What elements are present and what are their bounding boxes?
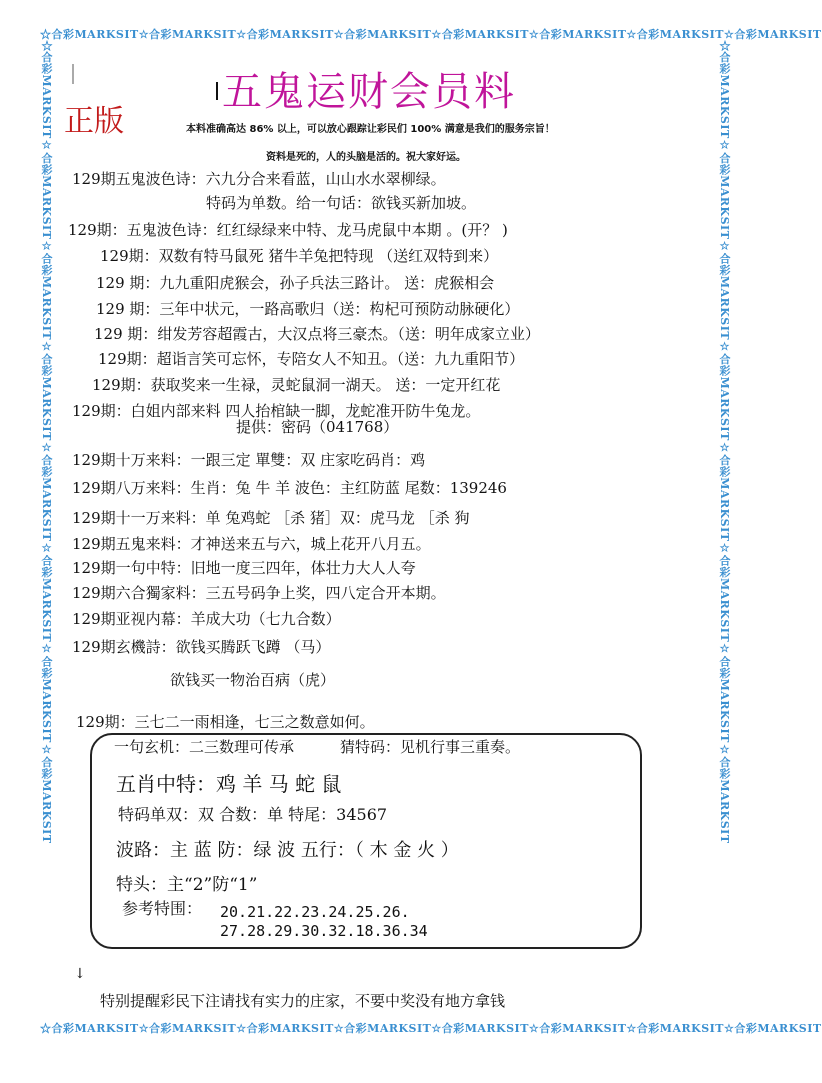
box-five-zodiac: 五肖中特：鸡 羊 马 蛇 鼠	[116, 772, 342, 796]
watermark-border-left: ☆合彩MARKSIT☆合彩MARKSIT☆合彩MARKSIT☆合彩MARKSIT☆合彩MARKSIT☆合彩MARKSIT☆合彩MARKSIT☆合彩MARKSIT	[40, 40, 53, 844]
line-21: 129期：三七二一雨相逢，七三之数意如何。	[76, 713, 375, 731]
line-8: 129期：超诣言笑可忘怀，专陪女人不知丑。（送：九九重阳节）	[98, 350, 525, 368]
line-5: 129 期：九九重阳虎猴会，孙子兵法三路计。 送：虎猴相会	[96, 274, 495, 292]
box-guess-code: 猜特码：见机行事三重奏。	[340, 738, 521, 756]
line-17: 129期六合獨家料：三五号码争上奖，四八定合开本期。	[72, 584, 446, 602]
box-odd-even: 特码单双：双 合数：单 特尾：34567	[118, 805, 388, 824]
line-19: 129期玄機詩：欲钱买腾跃飞蹲 （马）	[72, 638, 331, 656]
corner-mark	[72, 64, 74, 84]
line-13: 129期八万来料：生肖：兔 牛 羊 波色：主红防蓝 尾数：139246	[72, 479, 507, 497]
line-4: 129期：双数有特马鼠死 猪牛羊兔把特现 （送红双特到来）	[100, 247, 499, 265]
box-mystery-line: 一句玄机：二三数理可传承	[114, 738, 295, 756]
line-18: 129期亚视内幕：羊成大功（七九合数）	[72, 610, 341, 628]
watermark-border-right: ☆合彩MARKSIT☆合彩MARKSIT☆合彩MARKSIT☆合彩MARKSIT☆合彩MARKSIT☆合彩MARKSIT☆合彩MARKSIT☆合彩MARKSIT	[718, 40, 731, 844]
line-6: 129 期：三年中状元，一路高歌归（送：构杞可预防动脉硬化）	[96, 300, 520, 318]
line-16: 129期一句中特：旧地一度三四年，体壮力大人人夸	[72, 559, 416, 577]
down-arrow-icon: ↓	[74, 966, 86, 982]
line-3: 129期：五鬼波色诗：红红绿绿来中特、龙马虎鼠中本期 。(开？ )	[68, 221, 508, 239]
line-12: 129期十万来料：一跟三定 單雙：双 庄家吃码肖：鸡	[72, 451, 426, 469]
line-9: 129期：获取奖来一生禄，灵蛇鼠洞一湖天。 送：一定开红花	[92, 376, 501, 394]
box-special-head: 特头：主“2”防“1”	[116, 875, 258, 895]
page-title: 五鬼运财会员料	[222, 69, 516, 115]
line-7: 129 期：绀发芳容超霞古，大汉点将三豪杰。（送：明年成家立业）	[94, 325, 540, 343]
line-10: 129期：白姐内部来料 四人抬棺缺一脚，龙蛇准开防牛兔龙。	[72, 402, 481, 420]
line-15: 129期五鬼来料：才神送来五与六，城上花开八月五。	[72, 535, 431, 553]
title-cursor	[216, 82, 218, 100]
box-reference-numbers-1: 20.21.22.23.24.25.26.	[220, 903, 410, 921]
box-reference-numbers-2: 27.28.29.30.32.18.36.34	[220, 922, 428, 940]
subtitle-accuracy: 本料准确高达 86% 以上，可以放心跟踪让彩民们 100% 满意是我们的服务宗旨！	[186, 124, 555, 135]
authentic-badge: 正版	[64, 104, 124, 139]
box-reference-label: 参考特围：	[122, 899, 203, 918]
box-wave-route: 波路：主 蓝 防：绿 波 五行：（ 木 金 火 ）	[116, 840, 459, 861]
line-14: 129期十一万来料：单 兔鸡蛇 ［杀 猪］双：虎马龙 ［杀 狗	[72, 509, 470, 527]
subtitle-luck: 资料是死的，人的头脑是活的。祝大家好运。	[266, 152, 466, 163]
watermark-border-top: ☆合彩MARKSIT☆合彩MARKSIT☆合彩MARKSIT☆合彩MARKSIT☆合彩MARKSIT☆合彩MARKSIT☆合彩MARKSIT☆合彩MARKSIT	[40, 28, 822, 41]
line-2: 特码为单数。给一句话：欲钱买新加坡。	[206, 194, 477, 212]
line-20: 欲钱买一物治百病（虎）	[170, 671, 336, 689]
line-1: 129期五鬼波色诗：六九分合来看蓝，山山水水翠柳绿。	[72, 170, 446, 188]
watermark-border-bottom: ☆合彩MARKSIT☆合彩MARKSIT☆合彩MARKSIT☆合彩MARKSIT☆合彩MARKSIT☆合彩MARKSIT☆合彩MARKSIT☆合彩MARKSIT	[40, 1022, 822, 1035]
line-11: 提供：密码（041768）	[236, 418, 399, 436]
footer-warning: 特别提醒彩民下注请找有实力的庄家，不要中奖没有地方拿钱	[100, 992, 506, 1010]
